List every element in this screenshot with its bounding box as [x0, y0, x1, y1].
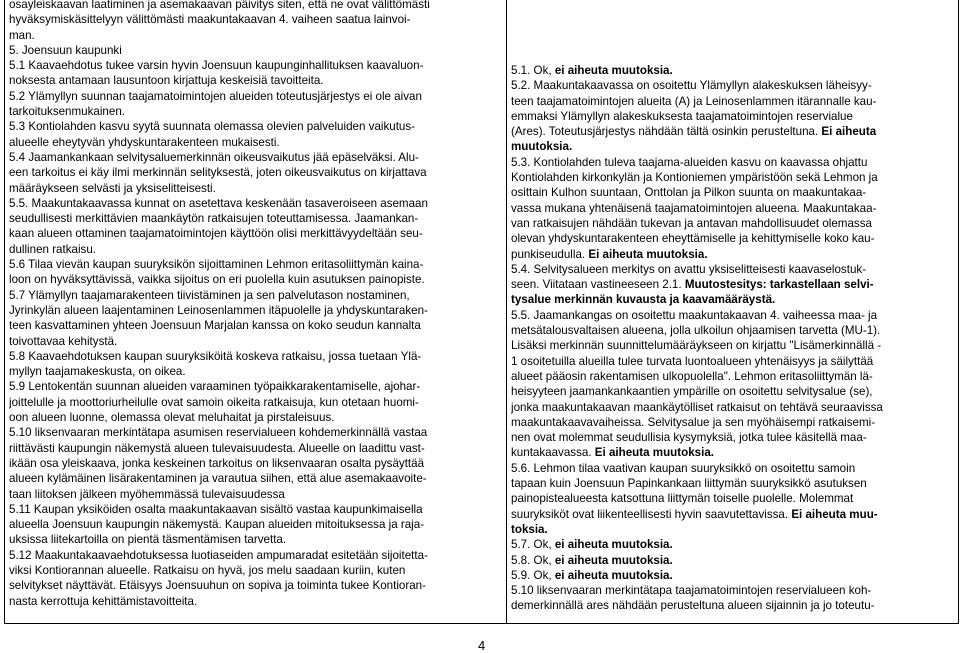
response-line [511, 170, 954, 185]
comment-line: osayleiskaavan laatiminen ja asemakaavan päivitys siten, että ne ovat välittömästi [9, 0, 430, 11]
comment-line: alueen kylämäinen lisärakentaminen ja varautua siihen, että alue asemakaavoite- [9, 472, 427, 486]
response-line [511, 139, 954, 154]
comment-line: loon on hyväksyttävissä, vaikka sijoitus on eri puolella kuin asutuksen painopiste. [9, 273, 425, 287]
comment-line: 5.9 Lentokentän suunnan alueiden varaaminen työpaikkarakentamiselle, ajohar- [9, 380, 421, 394]
response-line-text: 5.10 liksenvaaran merkintätapa taajamatoimintojen reservialueen koh- [511, 584, 872, 598]
response-line [511, 292, 954, 307]
response-line [511, 323, 954, 338]
response-line-text: 5.1. Ok, [511, 64, 555, 77]
response-line-text: 5.2. Maakuntakaavassa on osoitettu Ylämyllyn alakeskuksen läheisyy- [511, 79, 872, 93]
response-line-text: suuryksiköt ovat liikenteellisesti hyvin saavutettavissa. [511, 507, 792, 521]
response-line-text: nen ovat molemmat seudullisia kysymyksiä, jotka tulee käsitellä maa- [511, 431, 867, 445]
comment-line: dullinen ratkaisu. [9, 242, 97, 256]
response-line [511, 369, 954, 384]
response-line-text: emmaksi Ylämyllyn alakeskuksesta taajamatoimintojen reservialue [511, 109, 853, 123]
response-line [511, 354, 954, 369]
response-column [507, 0, 959, 624]
comment-line: määräykseen selvästi ja yksiselitteisesti. [9, 181, 216, 195]
table-row [5, 0, 959, 624]
comment-line: nasta kerrottuja kehittämistavoitteita. [9, 594, 198, 608]
comment-line: 5.4 Jaamankankaan selvitysaluemerkinnän oikeusvaikutus jää epäselväksi. Alu- [9, 150, 419, 164]
response-line [511, 155, 954, 170]
response-line-text: 5.3. Kontiolahden tuleva taajama-alueiden kasvu on kaavassa ohjattu [511, 155, 868, 169]
comment-line: noksesta antamaan lausuntoon kirjattuja keskeisiä tavoitteita. [9, 74, 324, 88]
response-line-text: heisyyteen jaamankankaantien ympärille on osoitettu selvitysalue (se), [511, 385, 873, 399]
comment-column [5, 0, 507, 624]
comment-line: 5.1 Kaavaehdotus tukee varsin hyvin Joensuun kaupunginhallituksen kaavaluon- [9, 59, 424, 73]
response-line-text: tapaan kuin Joensuun Papinkankaan liittymän suuryksikkö asutuksen [511, 477, 867, 491]
response-line [511, 185, 954, 200]
response-line-text: van ratkaisujen nähdään tukevan ja antavan mahdollisuudet olemassa [511, 216, 872, 230]
response-line-text: osittain Kulhon suuntaan, Onttolan ja Pilkon suunta on maakuntakaa- [511, 186, 867, 200]
comment-line: 5.8 Kaavaehdotuksen kaupan suuryksiköitä koskeva ratkaisu, jossa tuetaan Ylä- [9, 349, 422, 363]
comment-line: alueella Joensuun kaupungin näkemystä. Kaupan alueiden mitoituksessa ja raja- [9, 518, 425, 532]
response-line [511, 338, 954, 353]
response-line-text: 5.7. Ok, [511, 538, 555, 552]
response-line-text: vassa mukana yhtenäisenä taajamatoimintojen alueena. Maakuntakaa- [511, 201, 877, 215]
response-line-text: 1 osoitetuilla alueilla tulee turvata luontoalueen yhtenäisyys ja säilyttää [511, 354, 874, 368]
comment-line: 5.3 Kontiolahden kasvu syytä suunnata olemassa olevien palveluiden vaikutus- [9, 120, 416, 134]
response-line-decision: ei aiheuta muutoksia. [554, 538, 673, 552]
response-line [511, 430, 954, 445]
comment-line: 5. Joensuun kaupunki [9, 43, 122, 57]
response-line-text: jonka maakuntakaavan maankäytölliset ratkaisut on tehtävä seuraavissa [511, 400, 883, 414]
comment-line: toivottavaa kehitystä. [9, 334, 118, 348]
response-line-decision: ei aiheuta muutoksia. [554, 553, 673, 567]
response-line-decision: Muutostesitys: tarkastellaan selvi- [684, 278, 874, 292]
response-line [511, 247, 954, 262]
response-line-text: punkiseudulla. [511, 247, 589, 261]
response-line [511, 522, 954, 537]
comment-line: hyväksymiskäsittelyyn välittömästi maakuntakaavan 4. vaiheen saatua lainvoi- [9, 13, 411, 27]
comment-line: 5.11 Kaupan yksiköiden osalta maakuntakaavan sisältö vastaa kaupunkimaisella [9, 502, 423, 516]
comment-response-table [4, 0, 959, 624]
comment-line: uksissa liitekartoilla on pientä täsmentämisen tarvetta. [9, 533, 287, 547]
response-line-decision: tysalue merkinnän kuvausta ja kaavamääräystä. [511, 293, 776, 307]
response-line [511, 537, 954, 552]
response-line [511, 124, 954, 139]
response-line-text: Lisäksi merkinnän suunnittelumääräykseen on kirjattu "Lisämerkinnällä - [511, 339, 882, 353]
comment-line: alueelle eheytyvän yhdyskuntarakenteen mukaisesti. [9, 135, 280, 149]
response-line [511, 568, 954, 583]
response-line-text: seen. Viitataan vastineeseen 2.1. [511, 278, 685, 292]
page-number: 4 [478, 638, 486, 653]
response-line [511, 109, 954, 124]
comment-text [9, 0, 502, 609]
comment-line: 5.10 liksenvaaran merkintätapa asumisen reservialueen kohdemerkinnällä vastaa [9, 426, 428, 440]
response-line-decision: Ei aiheuta muutoksia. [588, 247, 708, 261]
response-line [511, 415, 954, 430]
response-line [511, 63, 954, 78]
response-line [511, 491, 954, 506]
comment-line: joittelulle ja moottoriurheilulle ovat samoin oikeita ratkaisuja, kun otetaan huomi- [9, 395, 419, 409]
response-line-text: olevan yhdyskuntarakenteen eheyttämiselle ja kehittymiselle koko kau- [511, 232, 875, 246]
response-line [511, 461, 954, 476]
response-line-text: metsätalousvaltaisen alueena, jolla ulkoilun ohjaamisen tarvetta (MU-1). [511, 324, 881, 338]
response-line-text: alueet pääosin rakentamisen ulkopuolella". Lehmon eritasoliittymän lä- [511, 369, 873, 383]
comment-line: viksi Kontiorannan alueelle. Ratkaisu on hyvä, jos melu saadaan kuriin, kuten [9, 563, 406, 577]
response-line-text: teen taajamatoimintojen alueita (A) ja Leinosenlammen itärannalle kau- [511, 94, 877, 108]
response-line-decision: toksia. [511, 522, 548, 536]
response-line [511, 262, 954, 277]
response-line [511, 384, 954, 399]
response-line-text: kuntakaavassa. [511, 446, 595, 460]
response-line-decision: Ei aiheuta muu- [791, 507, 878, 521]
comment-line: oon alueen luonne, olemassa olevat meluhaitat ja pirstaleisuus. [9, 411, 335, 425]
response-line-text: (Ares). Toteutusjärjestys nähdään tältä osinkin perusteltuna. [511, 125, 822, 139]
comment-line: kaan alueen ottaminen taajamatoimintojen käyttöön olisi merkittävyydeltään seu- [9, 227, 423, 241]
response-line [511, 201, 954, 216]
response-line-decision: muutoksia. [511, 140, 573, 154]
response-line-text: 5.9. Ok, [511, 568, 555, 582]
response-line-decision: ei aiheuta muutoksia. [554, 64, 673, 77]
comment-line: riittävästi kaupungin näkemystä alueen tulevaisuudesta. Alueelle on laadittu vast- [9, 441, 425, 455]
response-line-text: maakuntakaavavaiheissa. Selvitysalue ja sen myöhäisempi ratkaisemi- [511, 415, 876, 429]
response-line [511, 216, 954, 231]
response-line-text: 5.8. Ok, [511, 553, 555, 567]
response-line [511, 308, 954, 323]
response-line-text: painopistealueesta katsottuna liittymän toiselle puolelle. Molemmat [511, 492, 854, 506]
response-line-text: 5.5. Jaamankangas on osoitettu maakuntakaavan 4. vaiheessa maa- ja [511, 308, 878, 322]
response-line [511, 78, 954, 93]
response-line [511, 445, 954, 460]
response-line-text: 5.6. Lehmon tilaa vaativan kaupan suuryksikkö on osoitettu samoin [511, 461, 856, 475]
comment-line: een tarkoitus ei käy ilmi merkinnän selityksestä, joten oikeusvaikutus on kirjattava [9, 166, 427, 180]
response-line [511, 507, 954, 522]
comment-line: seudullisesti merkittävien maankäytön ratkaisujen toteuttamisessa. Jaamankan- [9, 212, 419, 226]
comment-line: taan liitoksen jälkeen myöhemmässä tulevaisuudessa [9, 487, 285, 501]
comment-line: ikään osa yleiskaava, jonka keskeinen tarkoitus on liksenvaaran osalta pysäyttää [9, 456, 425, 470]
comment-line: Jyrinkylän alueen laajentaminen Leinosenlammen itäpuolelle ja yhdyskuntaraken- [9, 303, 428, 317]
comment-line: 5.6 Tilaa vievän kaupan suuryksikön sijoittaminen Lehmon eritasoliittymän kaina- [9, 258, 424, 272]
response-line [511, 400, 954, 415]
comment-line: 5.2 Ylämyllyn suunnan taajamatoimintojen alueiden toteutusjärjestys ei ole aivan [9, 89, 422, 103]
comment-line: 5.7 Ylämyllyn taajamarakenteen tiivistäminen ja sen palvelutason nostaminen, [9, 288, 410, 302]
comment-line: selvitykset näyttävät. Etäisyys Joensuuhun on sopiva ja toiminta tukee Kontioran- [9, 579, 426, 593]
response-line-text: demerkinnällä ares nähdään perusteltuna alueen sijainnin ja jo toteutu- [511, 599, 875, 613]
comment-line: man. [9, 28, 35, 42]
response-line [511, 583, 954, 598]
response-line [511, 553, 954, 568]
response-line-decision: Ei aiheuta [821, 125, 877, 139]
comment-line: 5.12 Maakuntakaavaehdotuksessa luotiaseiden ampumaradat esitetään sijoitetta- [9, 548, 428, 562]
comment-line: tarkoituksenmukainen. [9, 105, 125, 119]
comment-line: 5.5. Maakuntakaavassa kunnat on asetettava keskenään tasaveroiseen asemaan [9, 196, 428, 210]
comment-line: teen kasvattaminen yhteen Joensuun Marjalan kanssa on koko seudun kannalta [9, 319, 421, 333]
response-line [511, 231, 954, 246]
response-line [511, 476, 954, 491]
response-line [511, 94, 954, 109]
response-line-text: 5.4. Selvitysalueen merkitys on avattu yksiselitteisesti kaavaselostuk- [511, 262, 867, 276]
comment-line: myllyn taajamakeskusta, on oikea. [9, 365, 186, 379]
response-line [511, 598, 954, 613]
response-line-decision: Ei aiheuta muutoksia. [594, 446, 714, 460]
response-text [511, 0, 954, 614]
response-line [511, 277, 954, 292]
response-line-text: Kontiolahden kirkonkylän ja Kontioniemen ympäristöön sekä Lehmon ja [511, 171, 878, 185]
response-line-decision: ei aiheuta muutoksia. [554, 568, 673, 582]
